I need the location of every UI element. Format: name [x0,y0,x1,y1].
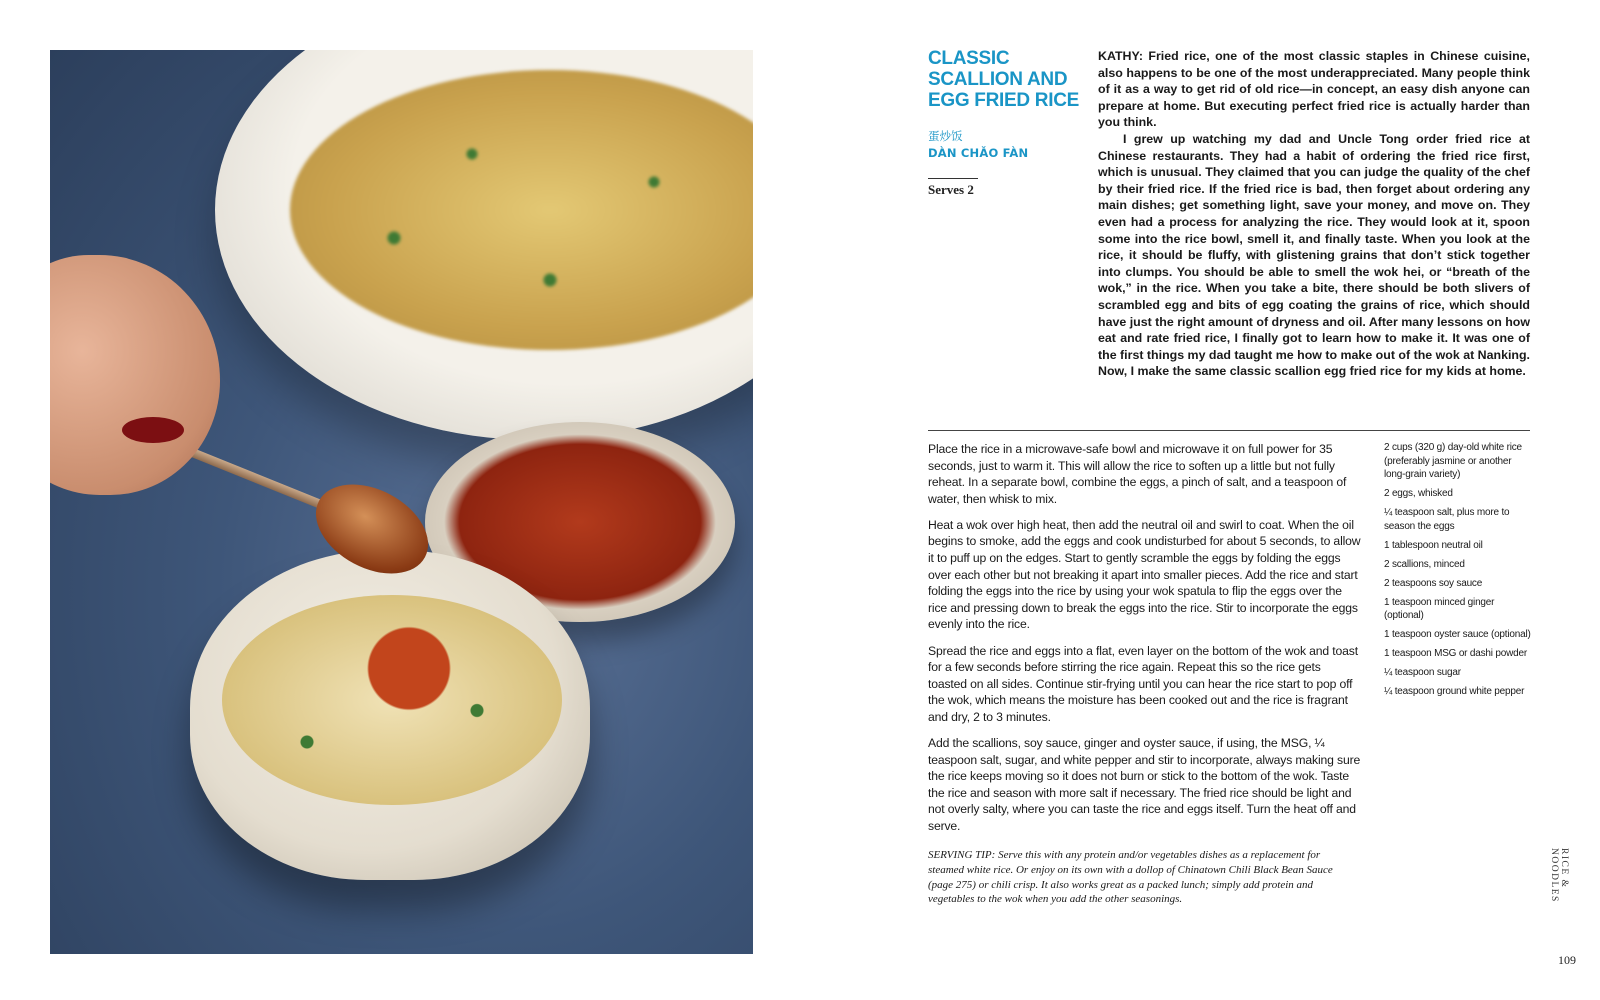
recipe-title: CLASSIC SCALLION AND EGG FRIED RICE [928,48,1079,111]
section-divider [928,430,1530,431]
page-number: 109 [1558,953,1576,967]
method-steps [928,441,1362,844]
painted-fingernail [122,417,184,443]
headnote-text-1: Fried rice, one of the most classic staples in Chinese cuisine, also happens to be one of the most underappreciated. Many people think of it as a way to get rid of old rice—in concept, an easy dish anyone can prepare at home. But executing perfect fried rice is actually harder than you think. [1098,49,1530,130]
headnote [1098,48,1530,380]
recipe-photo [50,50,753,954]
ingredient-item: ¼ teaspoon salt, plus more to season the eggs [1384,507,1510,532]
headnote-speaker: KATHY: [1098,49,1143,63]
serving-tip: SERVING TIP: Serve this with any protein and/or vegetables dishes as a replacement for steamed white rice. Or enjoy on its own with a dollop of Chinatown Chili Black Bean Sauce (page 275) or chili crisp. It also works great as a packed lunch; simply add protein and vegetables to the wok when you add the other seasonings. [928,849,1333,906]
serves-divider [928,178,978,179]
ingredient-item: ¼ teaspoon ground white pepper [1384,686,1525,698]
ingredient-item: 1 teaspoon MSG or dashi powder [1384,648,1527,660]
method-step: Heat a wok over high heat, then add the neutral oil and swirl to coat. When the oil begins to smoke, add the eggs and cook undisturbed for about 5 seconds, to allow it to puff up on the edges. Start to gently scramble the eggs by folding the eggs over each other but not breaking it apart into smaller pieces. Add the rice and start folding the eggs into the rice by using your wok spatula to flip the eggs over the rice and pressing down to break the eggs into the rice. Stir to incorporate the eggs evenly into the rice. [928,517,1361,632]
ingredient-item: 2 scallions, minced [1384,558,1465,570]
recipe-chinese-name: 蛋炒饭 [928,129,963,143]
ingredient-item: ¼ teaspoon sugar [1384,667,1461,679]
serves-count: Serves 2 [928,182,974,197]
ingredient-item: 2 cups (320 g) day-old white rice (preferably jasmine or another long-grain variety) [1384,442,1522,481]
method-step: Add the scallions, soy sauce, ginger and oyster sauce, if using, the MSG, ¼ teaspoon salt, sugar, and white pepper and stir to incorporate, always making sure the rice keeps moving so it does not burn or stick to the bottom of the wok. Taste the rice and season with more salt if necessary. The fried rice should be light and not overly salty, where you can taste the rice and eggs itself. Turn the heat off and serve. [928,736,1361,833]
ingredient-item: 1 teaspoon minced ginger (optional) [1384,596,1495,622]
method-step: Spread the rice and eggs into a flat, even layer on the bottom of the wok and toast for a few seconds before stirring the rice again. Repeat this so the rice gets toasted on all sides. Continue stir-frying until you can hear the rice start to pop off the wok, which means the moisture has been cooked out and the rice is fragrant and dry, 2 to 3 minutes. [928,643,1358,724]
headnote-paragraph-2: I grew up watching my dad and Uncle Tong order fried rice at Chinese restaurants. They had a habit of ordering the fried rice first, which is unusual. They claimed that you can judge the quality of the chef by their fried rice. If the fried rice is bad, then forget about ordering any main dishes; get something light, save your money, and move on. They even had a process for analyzing the rice. They would look at it, spoon some into the rice bowl, smell it, and finally taste. When you look at the rice, it should be fluffy, with glistening grains that don’t stick together into clumps. You should be able to smell the wok hei, or “breath of the wok,” in the rice. When you take a bite, there should be both slivers of scrambled egg and bits of egg coating the grains of rice, which should have just the right amount of dryness and oil. After many lessons on how eat and rate fried rice, I finally got to learn how to make it. It was one of the first things my dad taught me how to make out of the wok at Nanking. Now, I make the same classic scallion egg fried rice for my kids at home. [1098,131,1530,379]
ingredient-item: 1 tablespoon neutral oil [1384,539,1483,551]
ingredient-item: 2 eggs, whisked [1384,488,1453,500]
recipe-pinyin-name: DÀN CHǍO FÀN [928,146,1029,160]
ingredient-item: 1 teaspoon oyster sauce (optional) [1384,629,1531,641]
ingredient-list [1384,441,1534,704]
running-head: RICE & NOODLES [1549,848,1569,903]
headnote-paragraph-1 [1098,48,1530,131]
ingredient-item: 2 teaspoons soy sauce [1384,577,1483,589]
small-bowl-fried-rice [222,595,562,805]
method-step: Place the rice in a microwave-safe bowl and microwave it on full power for 35 seconds, just to warm it. This will allow the rice to soften up a little but not fully reheat. In a separate bowl, combine the eggs, a pinch of salt, and a teaspoon of water, then whisk to mix. [928,442,1347,506]
hand [50,255,220,495]
